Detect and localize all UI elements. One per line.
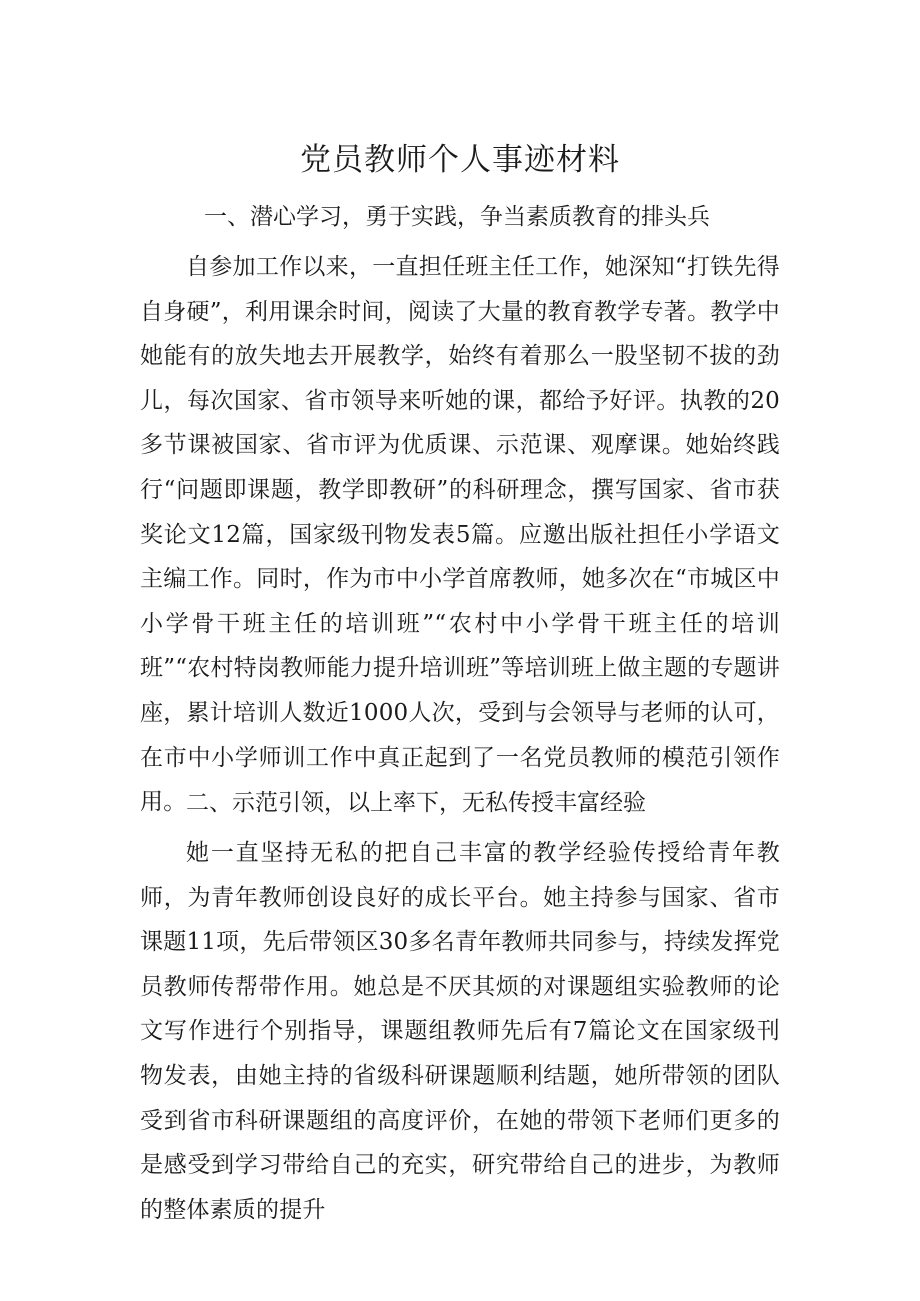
section-heading-2: 二、示范引领，以上率下，无私传授丰富经验: [186, 790, 646, 816]
section-heading-1: 一、潜心学习，勇于实践，争当素质教育的排头兵: [204, 204, 710, 230]
document-title: 党员教师个人事迹材料: [300, 142, 620, 178]
section-paragraph-1: 自参加工作以来，一直担任班主任工作，她深知“打铁先得自身硬”，利用课余时间，阅读了大量的教育教学专著。教学中她能有的放失地去开展教学，始终有着那么一股坚韧不拔的劲儿，每次国家、省市领导来听她的课，都给予好评。执教的20多节课被国家、省市评为优质课、示范课、观摩课。她始终践行“问题即课题，教学即教研”的科研理念，撰写国家、省市获奖论文12篇，国家级刊物发表5篇。应邀出版社担任小学语文主编工作。同时，作为市中小学首席教师，她多次在“市城区中小学骨干班主任的培训班”“农村中小学骨干班主任的培训班”“农村特岗教师能力提升培训班”等培训班上做主题的专题讲座，累计培训人数近1000人次，受到与会领导与老师的认可，在市中小学师训工作中真正起到了一名党员教师的模范引领作用。: [140, 254, 780, 816]
section-paragraph-2: 她一直坚持无私的把自己丰富的教学经验传授给青年教师，为青年教师创设良好的成长平台。她主持参与国家、省市课题11项，先后带领区30多名青年教师共同参与，持续发挥党员教师传帮带作用。她总是不厌其烦的对课题组实验教师的论文写作进行个别指导，课题组教师先后有7篇论文在国家级刊物发表，由她主持的省级科研课题顺利结题，她所带领的团队受到省市科研课题组的高度评价，在她的带领下老师们更多的是感受到学习带给自己的充实，研究带给自己的进步，为教师的整体素质的提升: [140, 840, 780, 1223]
